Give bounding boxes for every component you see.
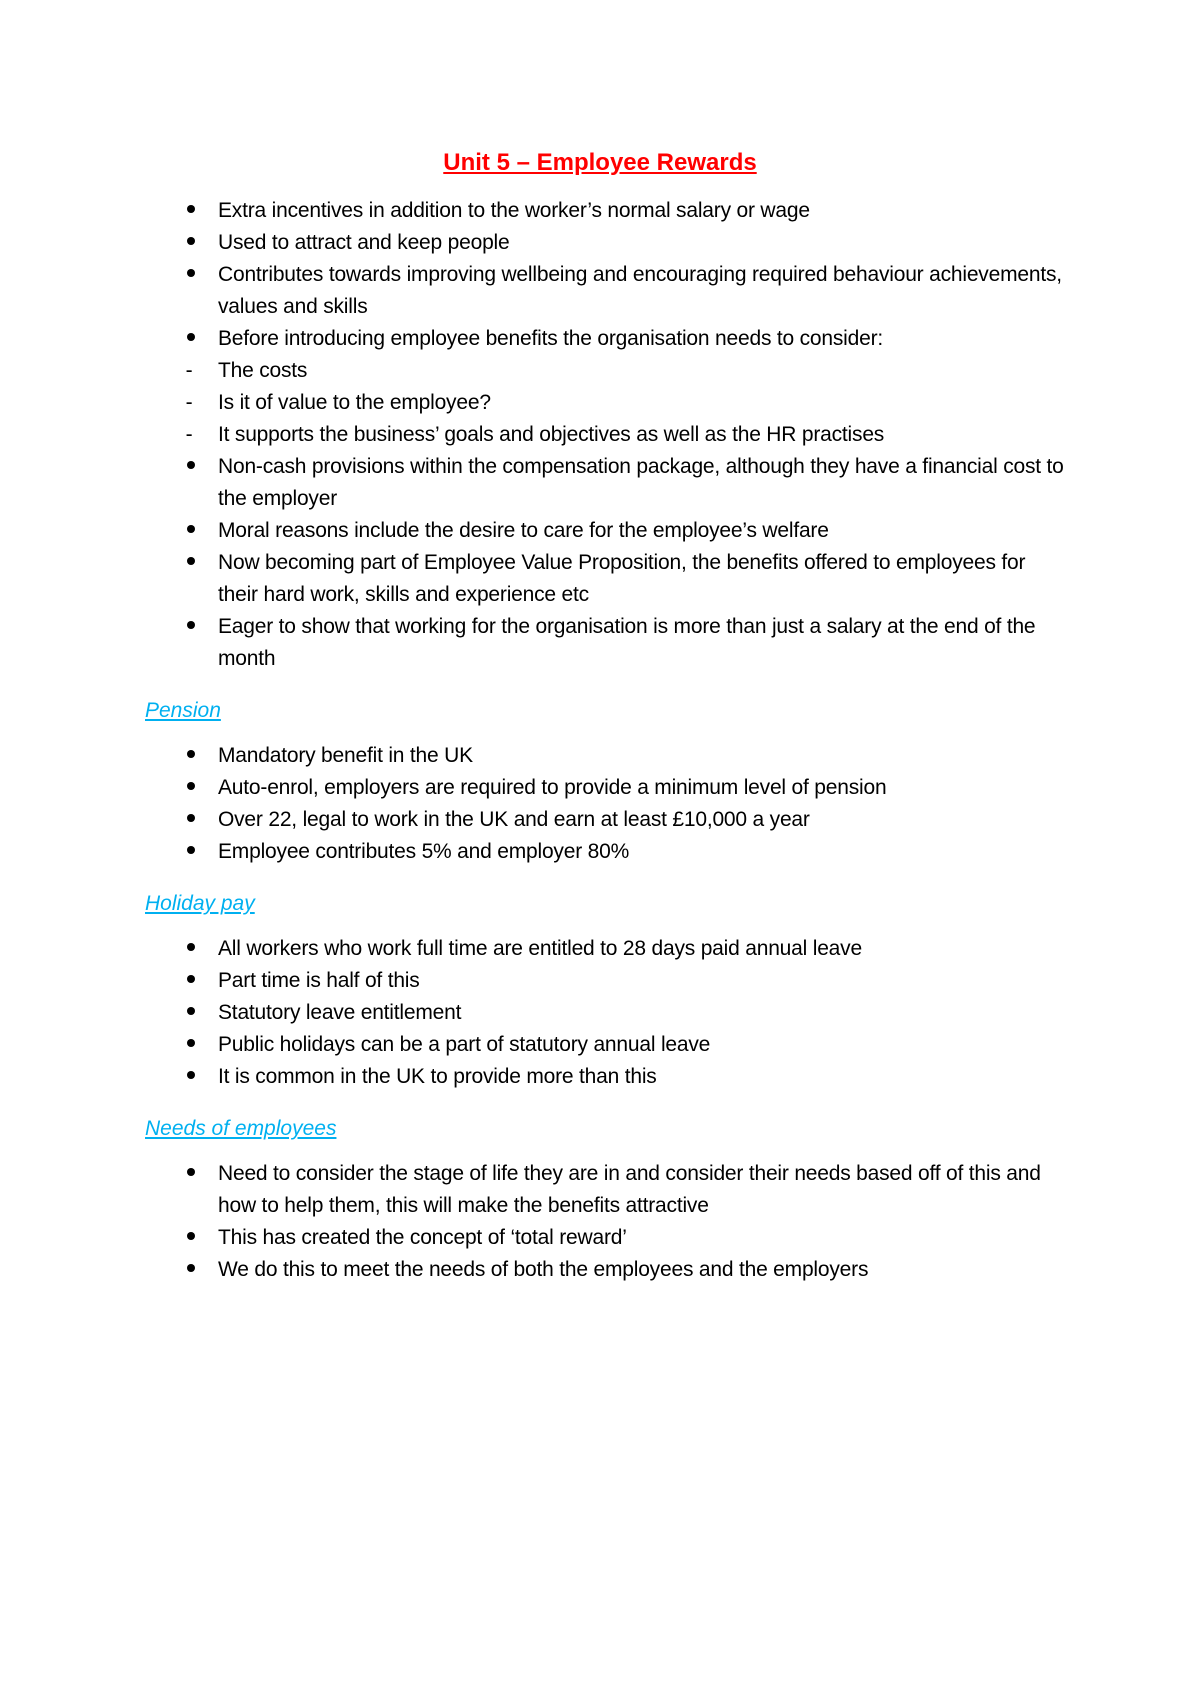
list-item-text: We do this to meet the needs of both the employees and the employers: [218, 1258, 869, 1281]
pension-list: [145, 740, 1065, 868]
list-item-text: It supports the business’ goals and objectives as well as the HR practises: [218, 423, 885, 446]
bullet-icon: [183, 965, 199, 997]
bullet-icon: [183, 1061, 199, 1093]
bullet-icon: [183, 1254, 199, 1286]
pension-heading: Pension: [145, 699, 221, 722]
holiday-heading: Holiday pay: [145, 892, 255, 915]
list-item-text: This has created the concept of ‘total reward’: [218, 1226, 627, 1249]
bullet-icon: [183, 836, 199, 868]
intro-section: [145, 195, 1065, 675]
bullet-list-item: [145, 451, 1065, 515]
bullet-list-item: [145, 772, 1065, 804]
bullet-list-item: [145, 1029, 1065, 1061]
list-item-text: Over 22, legal to work in the UK and earn at least £10,000 a year: [218, 808, 810, 831]
bullet-list-item: [145, 227, 1065, 259]
bullet-list-item: [145, 515, 1065, 547]
bullet-icon: [183, 1222, 199, 1254]
bullet-list-item: [145, 836, 1065, 868]
list-item-text: Need to consider the stage of life they are in and consider their needs based off of this and how to help them, this will make the benefits attractive: [218, 1162, 1041, 1217]
bullet-icon: [183, 195, 199, 227]
list-item-text: Public holidays can be a part of statutory annual leave: [218, 1033, 711, 1056]
bullet-icon: [183, 611, 199, 643]
bullet-list-item: [145, 997, 1065, 1029]
list-item-text: Before introducing employee benefits the organisation needs to consider:: [218, 327, 884, 350]
list-item-text: Moral reasons include the desire to care for the employee’s welfare: [218, 519, 829, 542]
bullet-list-item: [145, 1061, 1065, 1093]
dash-marker: -: [185, 391, 193, 414]
holiday-list: [145, 933, 1065, 1093]
needs-list: [145, 1158, 1065, 1286]
list-item-text: Employee contributes 5% and employer 80%: [218, 840, 630, 863]
list-item-text: Eager to show that working for the organisation is more than just a salary at the end of the month: [218, 615, 1036, 670]
bullet-list-item: [145, 195, 1065, 227]
bullet-list-item: [145, 933, 1065, 965]
bullet-icon: [183, 1029, 199, 1061]
list-item-text: The costs: [218, 359, 308, 382]
bullet-list-item: [145, 323, 1065, 355]
bullet-list-item: [145, 547, 1065, 611]
list-item-text: Is it of value to the employee?: [218, 391, 491, 414]
list-item-text: Now becoming part of Employee Value Proposition, the benefits offered to employees for their hard work, skills and experience etc: [218, 551, 1026, 606]
list-item-text: Contributes towards improving wellbeing and encouraging required behaviour achievements, values and skills: [218, 263, 1062, 318]
list-item-text: Non-cash provisions within the compensation package, although they have a financial cost to the employer: [218, 455, 1064, 510]
bullet-icon: [183, 227, 199, 259]
bullet-list-item: [145, 965, 1065, 997]
holiday-section: [145, 889, 1065, 1093]
bullet-list-item: [145, 1222, 1065, 1254]
bullet-icon: [183, 933, 199, 965]
pension-section: [145, 696, 1065, 868]
list-item-text: Auto-enrol, employers are required to provide a minimum level of pension: [218, 776, 887, 799]
bullet-icon: [183, 323, 199, 355]
bullet-icon: [183, 1158, 199, 1190]
dash-list-item: [145, 419, 1065, 451]
dash-list-item: [145, 387, 1065, 419]
list-item-text: It is common in the UK to provide more than this: [218, 1065, 657, 1088]
bullet-list-item: [145, 740, 1065, 772]
bullet-list-item: [145, 804, 1065, 836]
bullet-icon: [183, 804, 199, 836]
bullet-icon: [183, 515, 199, 547]
bullet-icon: [183, 547, 199, 579]
list-item-text: Statutory leave entitlement: [218, 1001, 462, 1024]
bullet-icon: [183, 997, 199, 1029]
intro-list: [145, 195, 1065, 675]
bullet-icon: [183, 451, 199, 483]
list-item-text: Part time is half of this: [218, 969, 420, 992]
bullet-list-item: [145, 1254, 1065, 1286]
dash-marker: -: [185, 423, 193, 446]
list-item-text: Used to attract and keep people: [218, 231, 510, 254]
list-item-text: All workers who work full time are entitled to 28 days paid annual leave: [218, 937, 862, 960]
needs-heading: Needs of employees: [145, 1117, 337, 1140]
bullet-list-item: [145, 611, 1065, 675]
list-item-text: Extra incentives in addition to the worker’s normal salary or wage: [218, 199, 810, 222]
bullet-icon: [183, 740, 199, 772]
page-title: Unit 5 – Employee Rewards: [443, 149, 757, 176]
bullet-icon: [183, 259, 199, 291]
bullet-list-item: [145, 1158, 1065, 1222]
bullet-list-item: [145, 259, 1065, 323]
dash-marker: -: [185, 359, 193, 382]
bullet-icon: [183, 772, 199, 804]
dash-list-item: [145, 355, 1065, 387]
list-item-text: Mandatory benefit in the UK: [218, 744, 473, 767]
needs-section: [145, 1114, 1065, 1286]
